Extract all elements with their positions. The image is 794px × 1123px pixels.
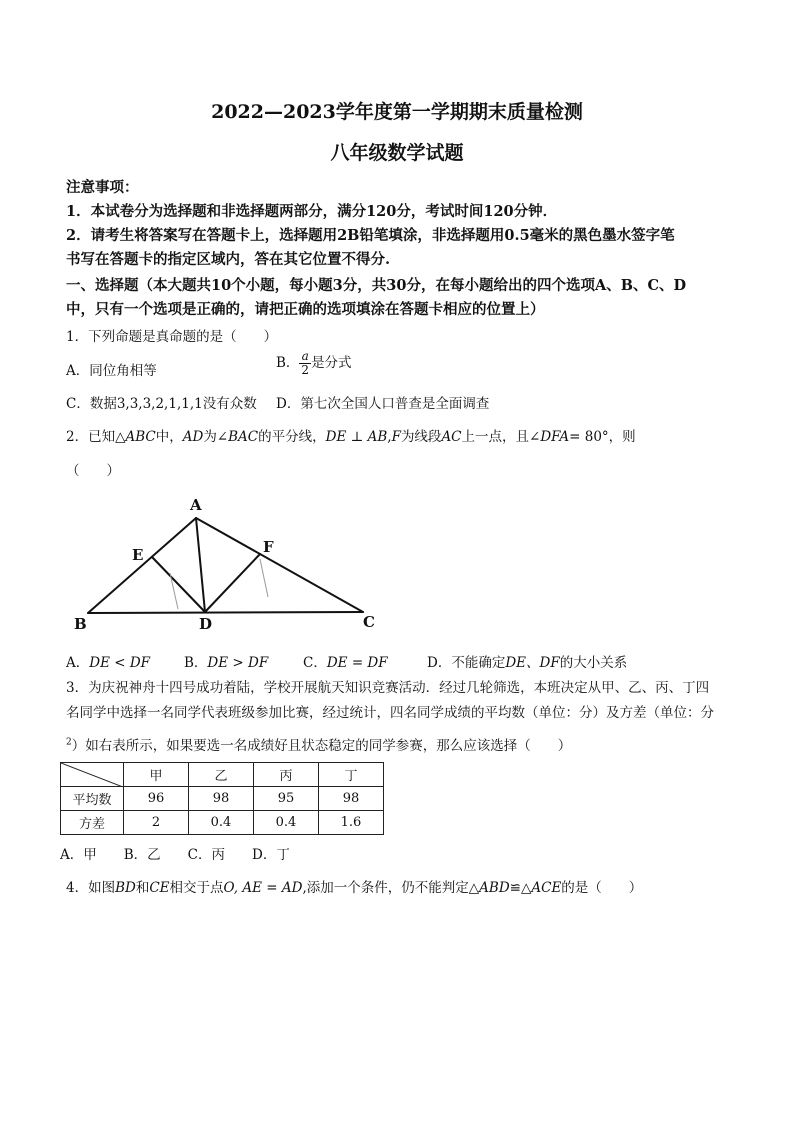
q2-stem-part: = 80°，则 bbox=[569, 429, 636, 445]
notes-item-2-line-2: 书写在答题卡的指定区域内，答在其它位置不得分. bbox=[66, 251, 391, 268]
table-cell: 96 bbox=[124, 787, 189, 811]
exam-title: 2022—2023学年度第一学期期末质量检测 bbox=[211, 101, 583, 123]
q4-stem-part: ≌△ bbox=[509, 880, 532, 896]
section-1-line-1: 一、选择题（本大题共10个小题，每小题3分，共30分，在每小题给出的四个选项A、B、C、D bbox=[66, 277, 687, 294]
q4-stem bbox=[66, 876, 642, 896]
q1-option-c: C．数据3,3,3,2,1,1,1没有众数 bbox=[66, 396, 257, 412]
q1-fraction-numerator: a bbox=[301, 349, 309, 363]
q2-stem-part: 为∠ bbox=[203, 429, 229, 445]
q2-option-a bbox=[66, 651, 150, 671]
q4-stem-part: 4．如图 bbox=[66, 880, 116, 896]
segment-ed bbox=[152, 557, 205, 612]
segment-ad bbox=[196, 518, 205, 612]
diagonal-line bbox=[61, 763, 123, 787]
table-cell: 95 bbox=[254, 787, 319, 811]
q3-line-3-text: ）如右表所示，如果要选一名成绩好且状态稳定的同学参赛，那么应该选择（ ） bbox=[71, 738, 572, 754]
q2-option-a-label: A． bbox=[66, 655, 90, 671]
notes-item-2-line-1: 2．请考生将答案写在答题卡上，选择题用2B铅笔填涂，非选择题用0.5毫米的黑色墨水签字笔 bbox=[66, 227, 675, 244]
q2-stem bbox=[66, 425, 636, 445]
label-f: F bbox=[263, 538, 274, 556]
q2-option-c-math: DE = DF bbox=[326, 655, 388, 671]
q3-stats-table bbox=[60, 762, 384, 835]
q2-stem-math: F bbox=[391, 429, 401, 445]
q2-stem-math: AD bbox=[182, 429, 204, 445]
q1-option-d: D．第七次全国人口普查是全面调查 bbox=[276, 396, 490, 412]
q4-stem-part: 相交于点 bbox=[169, 880, 224, 896]
segment-bc bbox=[88, 612, 363, 613]
q4-stem-part: 的是（ ） bbox=[561, 880, 643, 896]
q1-fraction-denominator: 2 bbox=[301, 363, 310, 377]
label-c: C bbox=[363, 613, 375, 631]
segment-ac bbox=[196, 518, 363, 612]
q3-options: A．甲 B．乙 C．丙 D．丁 bbox=[60, 847, 290, 863]
q1-option-b bbox=[276, 350, 352, 377]
q2-stem-math: ABC bbox=[125, 429, 156, 445]
q3-line-3 bbox=[66, 734, 571, 754]
q2-option-a-math: DE < DF bbox=[89, 655, 151, 671]
q3-line-2: 名同学中选择一名同学代表班级参加比赛，经过统计，四名同学成绩的平均数（单位：分）及方差（单位：分 bbox=[66, 705, 714, 721]
q2-option-b-label: B． bbox=[184, 655, 208, 671]
label-e: E bbox=[132, 546, 144, 564]
q2-stem-math: AC bbox=[441, 429, 462, 445]
label-d: D bbox=[199, 615, 213, 633]
q2-stem-part: , bbox=[387, 429, 392, 445]
table-cell: 98 bbox=[189, 787, 254, 811]
q2-option-d bbox=[427, 651, 627, 671]
table-cell: 2 bbox=[124, 811, 189, 835]
q1-option-b-prefix: B． bbox=[276, 355, 300, 371]
notes-heading: 注意事项： bbox=[66, 179, 139, 196]
q4-stem-math: CE bbox=[149, 880, 170, 896]
section-1-line-2: 中，只有一个选项是正确的，请把正确的选项填涂在答题卡相应的位置上） bbox=[66, 301, 545, 318]
table-row bbox=[61, 811, 384, 835]
q4-stem-part: 和 bbox=[135, 880, 150, 896]
label-a: A bbox=[190, 496, 202, 514]
q2-option-d-suffix: 的大小关系 bbox=[559, 655, 628, 671]
table-row-label: 平均数 bbox=[61, 787, 124, 811]
q2-stem-math: DE ⊥ AB bbox=[325, 429, 388, 445]
q2-option-c bbox=[303, 651, 388, 671]
q2-stem-part: 的平分线， bbox=[258, 429, 326, 445]
q4-stem-math: ABD bbox=[479, 880, 510, 896]
table-corner-cell bbox=[61, 763, 124, 787]
q1-option-a: A．同位角相等 bbox=[66, 363, 157, 379]
q2-option-b-math: DE > DF bbox=[207, 655, 269, 671]
q1-option-b-suffix: 是分式 bbox=[311, 355, 352, 371]
table-header-cell: 乙 bbox=[189, 763, 254, 787]
table-cell: 0.4 bbox=[189, 811, 254, 835]
table-cell: 98 bbox=[319, 787, 384, 811]
table-row-label: 方差 bbox=[61, 811, 124, 835]
q2-answer-bracket: （ ） bbox=[66, 463, 120, 479]
q2-stem-math: BAC bbox=[228, 429, 259, 445]
table-header-cell: 甲 bbox=[124, 763, 189, 787]
q2-option-b bbox=[184, 651, 268, 671]
faint-line bbox=[260, 559, 268, 597]
q2-option-d-label: D．不能确定 bbox=[427, 655, 506, 671]
q2-stem-part: 为线段 bbox=[400, 429, 442, 445]
q2-stem-part: 2．已知△ bbox=[66, 429, 126, 445]
segment-fd bbox=[205, 554, 260, 612]
table-cell: 1.6 bbox=[319, 811, 384, 835]
q3-superscript: 2 bbox=[66, 737, 72, 748]
q2-stem-part: 中， bbox=[155, 429, 183, 445]
q2-stem-part: 上一点，且∠ bbox=[461, 429, 541, 445]
table-header-cell: 丙 bbox=[254, 763, 319, 787]
q4-stem-math: BD bbox=[115, 880, 136, 896]
q2-option-d-math: DE、DF bbox=[505, 655, 560, 671]
q4-stem-math: O, AE = AD bbox=[223, 880, 303, 896]
q2-stem-math: DFA bbox=[540, 429, 570, 445]
exam-subtitle: 八年级数学试题 bbox=[330, 142, 464, 164]
q1-stem: 1．下列命题是真命题的是（ ） bbox=[66, 329, 278, 345]
table-cell: 0.4 bbox=[254, 811, 319, 835]
segment-ab bbox=[88, 518, 196, 613]
q1-fraction bbox=[299, 350, 311, 377]
q3-line-1: 3．为庆祝神舟十四号成功着陆，学校开展航天知识竞赛活动．经过几轮筛选，本班决定从甲、乙、丙、丁四 bbox=[66, 680, 710, 696]
table-row bbox=[61, 787, 384, 811]
q4-stem-math: ACE bbox=[531, 880, 562, 896]
triangle-figure bbox=[60, 485, 400, 635]
q4-stem-part: ,添加一个条件，仍不能判定△ bbox=[302, 880, 480, 896]
label-b: B bbox=[74, 615, 87, 633]
table-header-cell: 丁 bbox=[319, 763, 384, 787]
q2-option-c-label: C． bbox=[303, 655, 327, 671]
notes-item-1: 1．本试卷分为选择题和非选择题两部分，满分120分，考试时间120分钟． bbox=[66, 203, 558, 220]
table-header-row bbox=[61, 763, 384, 787]
